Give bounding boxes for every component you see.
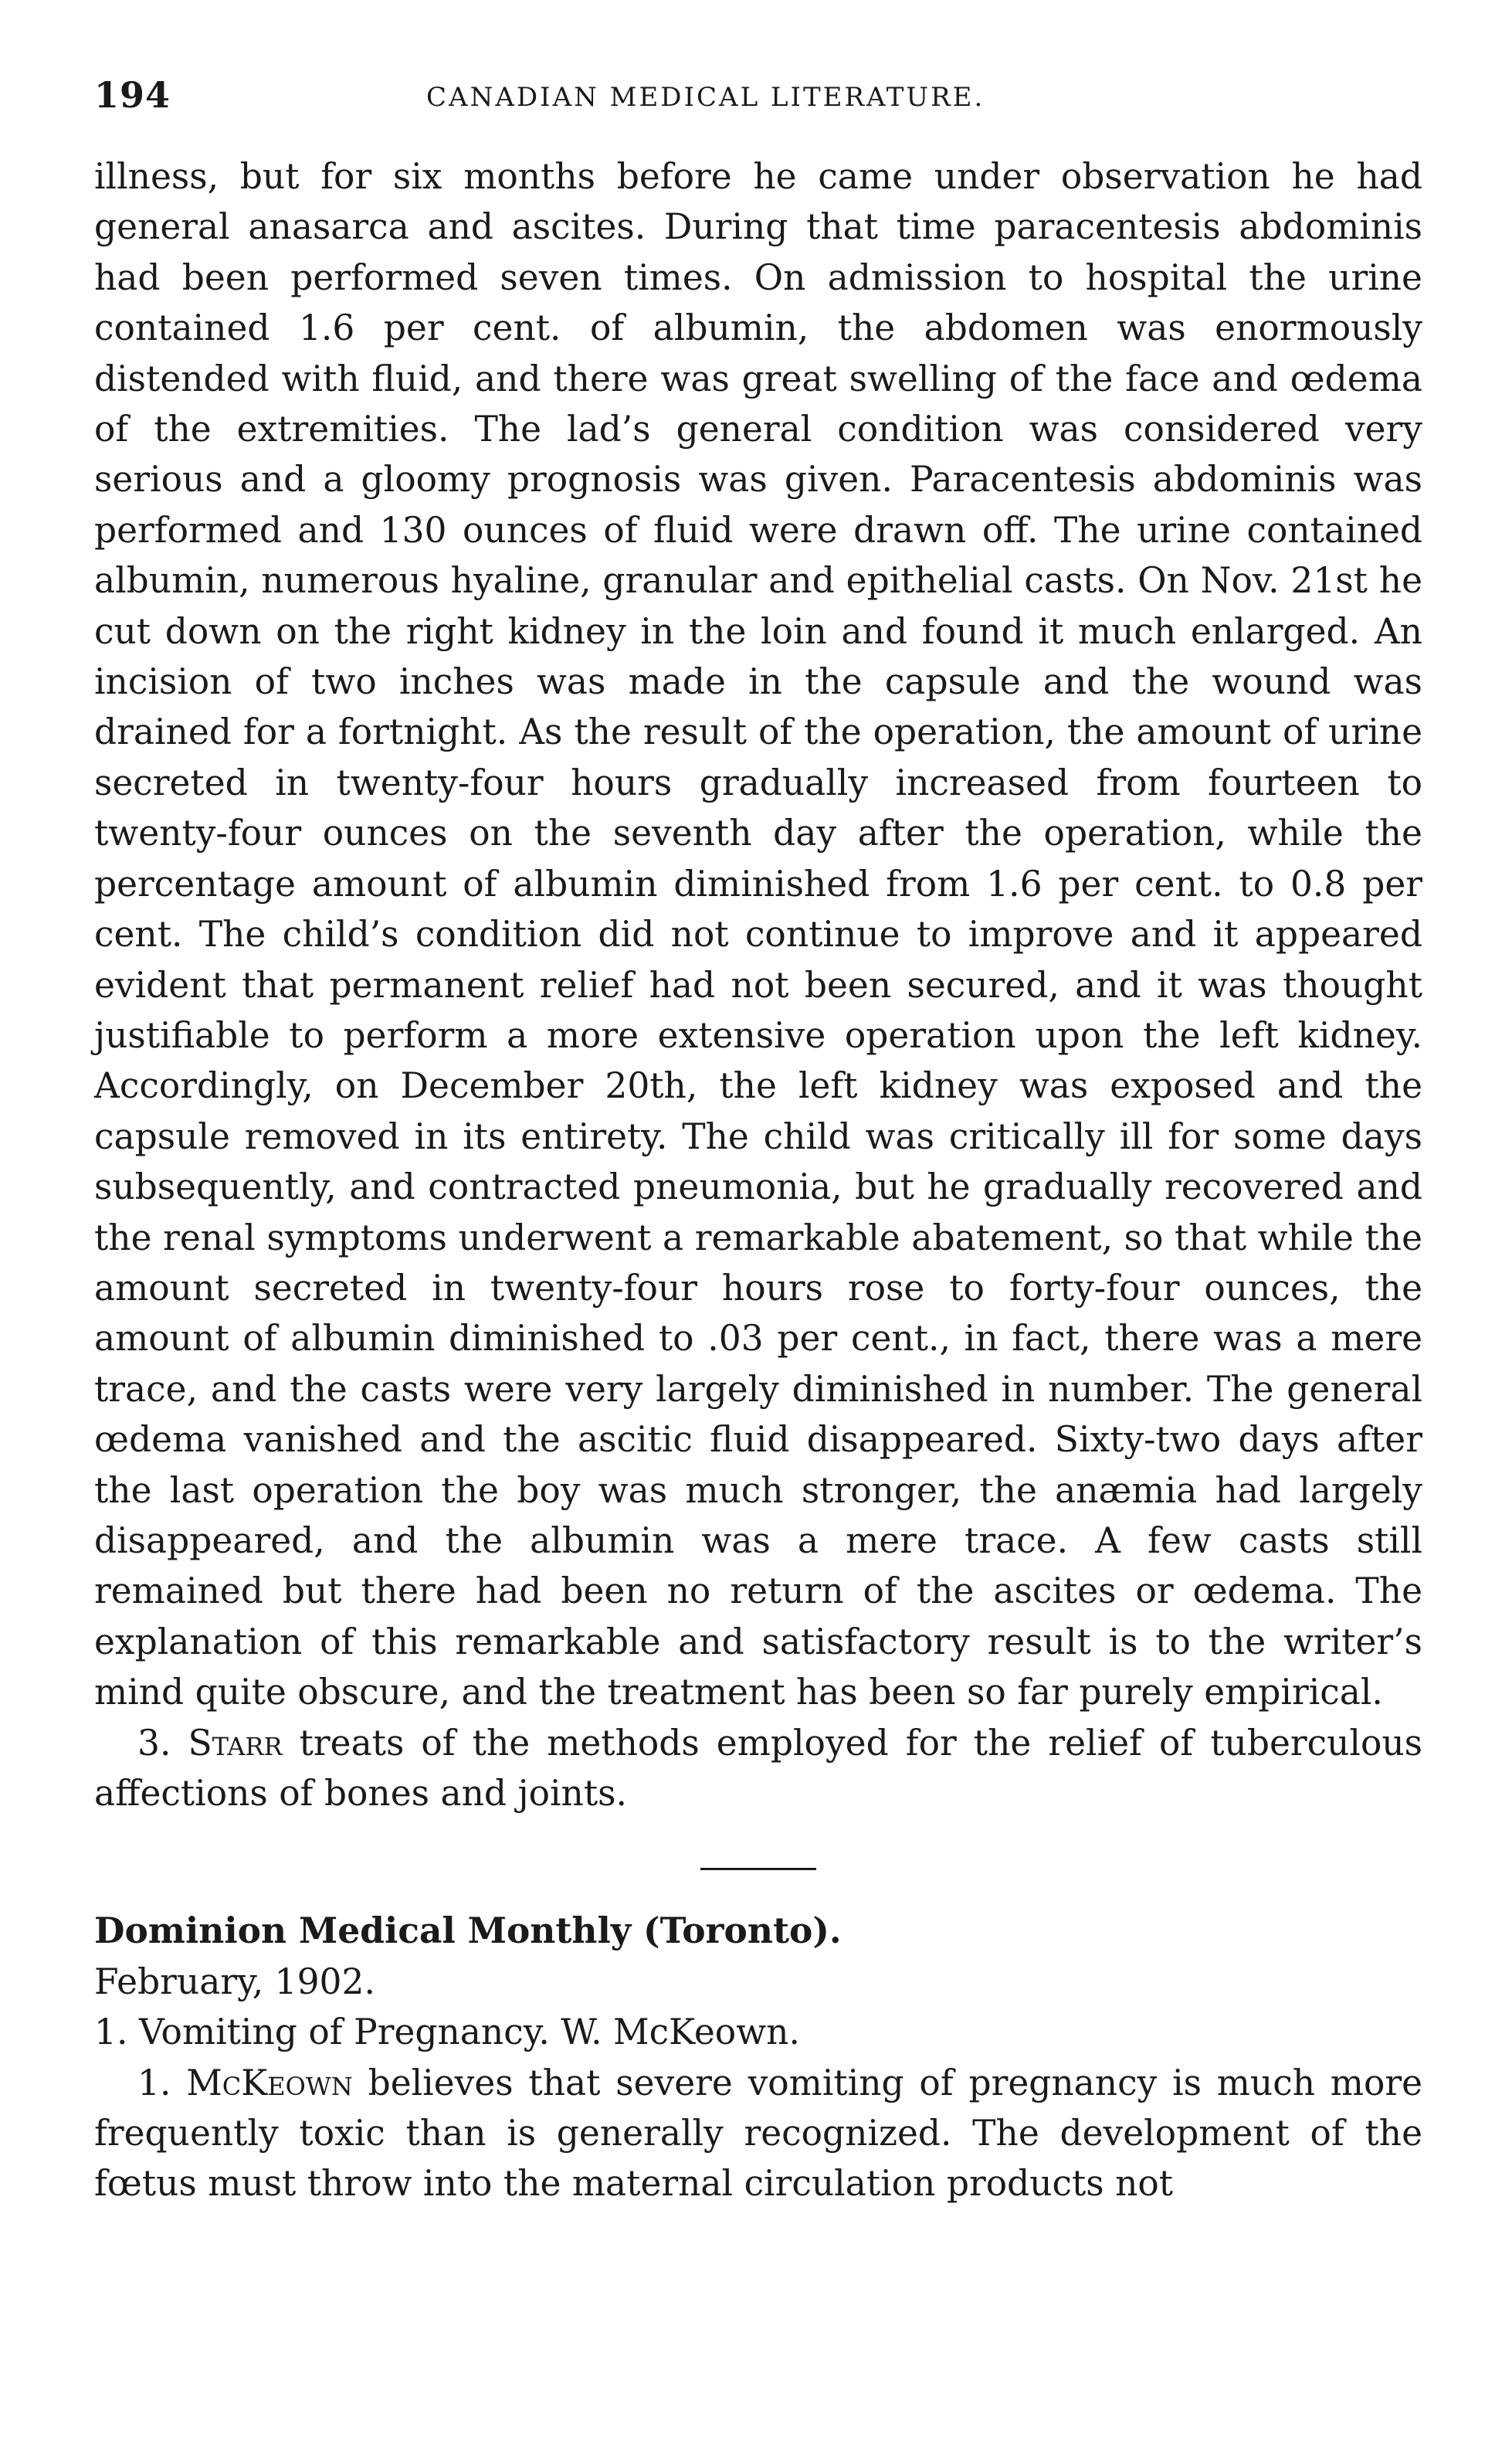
author-name: McKeown [186,2062,353,2103]
paragraph-number: 3. [137,1722,171,1764]
page [94,74,1422,2209]
article-title: 1. Vomiting of Pregnancy. W. McKeown. [94,2012,800,2053]
paragraph-number: 1. [137,2062,171,2103]
running-head [94,74,1422,124]
body-text [94,151,1422,2209]
paragraph-mckeown [94,2058,1422,2209]
section-date: February, 1902. [94,1961,375,2002]
section-heading: Dominion Medical Monthly (Toronto). [94,1910,842,1952]
journal-title: CANADIAN MEDICAL LITERATURE. [426,82,985,113]
paragraph-text: believes that severe vomiting of pregnancy is much more frequently toxic than is generally recognized. The development of the fœtus must throw into the maternal circulation products not [94,2062,1423,2205]
paragraph-starr [94,1718,1422,1819]
page-number: 194 [94,74,171,116]
paragraph-case-report: illness, but for six months before he came under observation he had general anasarca and ascites. During that time paracentesis abdominis had been performed seven times. On admission to hospital the urine contained 1.6 per cent. of albumin, the abdomen was enormously distended with fluid, and there was great swelling of the face and œdema of the extremities. The lad’s general condition was considered very serious and a gloomy prognosis was given. Paracentesis abdominis was performed and 130 ounces of fluid were drawn off. The urine contained albumin, numerous hyaline, granular and epithelial casts. On Nov. 21st he cut down on the right kidney in the loin and found it much enlarged. An incision of two inches was made in the capsule and the wound was drained for a fortnight. As the result of the operation, the amount of urine secreted in twenty-four hours gradually increased from fourteen to twenty-four ounces on the seventh day after the operation, while the percentage amount of albumin diminished from 1.6 per cent. to 0.8 per cent. The child’s condition did not continue to improve and it appeared evident that permanent relief had not been secured, and it was thought justifiable to perform a more extensive operation upon the left kidney. Accordingly, on December 20th, the left kidney was exposed and the capsule removed in its entirety. The child was critically ill for some days subsequently, and contracted pneumonia, but he gradually recovered and the renal symptoms underwent a remarkable abatement, so that while the amount secreted in twenty-four hours rose to forty-four ounces, the amount of albumin diminished to .03 per cent., in fact, there was a mere trace, and the casts were very largely diminished in number. The general œdema vanished and the ascitic fluid disappeared. Sixty-two days after the last operation the boy was much stronger, the anæmia had largely disappeared, and the albumin was a mere trace. A few casts still remained but there had been no return of the ascites or œdema. The explanation of this remarkable and satisfactory result is to the writer’s mind quite obscure, and the treatment has been so far purely empirical. [94,156,1422,1713]
section-divider [700,1868,816,1870]
paragraph-text: treats of the methods employed for the relief of tuberculous affections of bones and joints. [94,1722,1423,1814]
author-name: Starr [188,1722,283,1764]
